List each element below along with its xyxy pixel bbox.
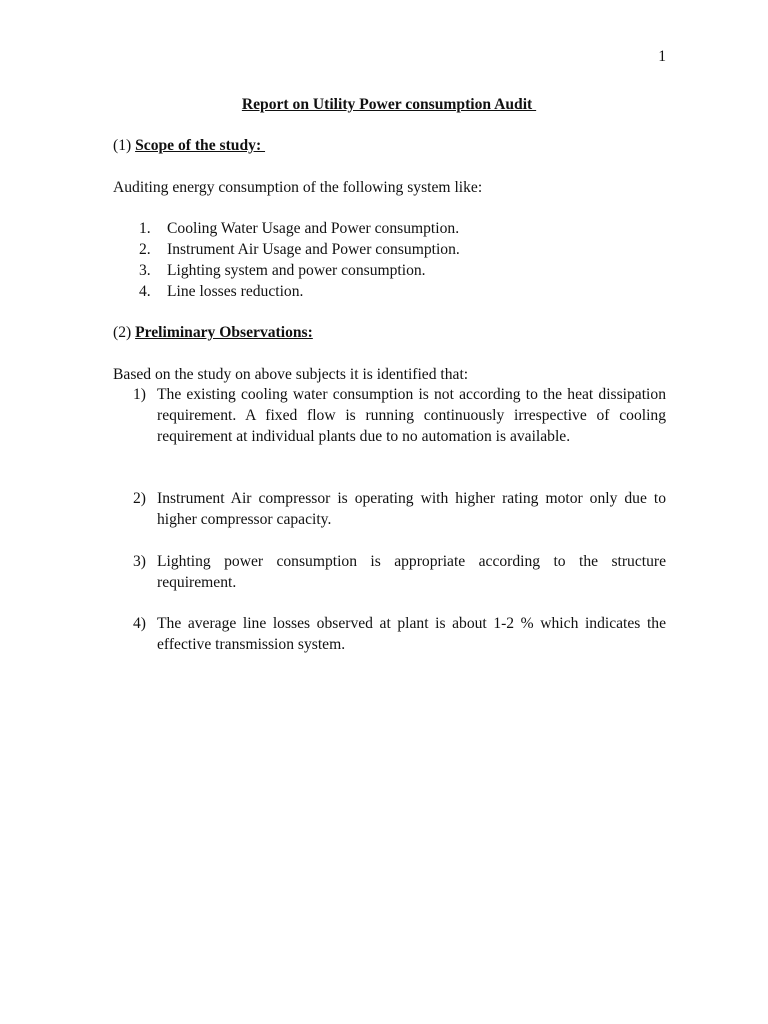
observation-number: 3) xyxy=(133,553,146,570)
list-item xyxy=(139,219,460,240)
list-item-number: 1. xyxy=(139,220,151,237)
observation-item xyxy=(133,385,666,447)
observation-item xyxy=(133,552,666,594)
section-2-intro: Based on the study on above subjects it is identified that: xyxy=(113,366,469,383)
section-1-intro: Auditing energy consumption of the following system like: xyxy=(113,179,483,196)
observation-number: 4) xyxy=(133,615,146,632)
list-item xyxy=(139,240,460,261)
observation-text: The average line losses observed at plant is about 1-2 % which indicates the effective transmission system. xyxy=(157,615,666,653)
list-item-text: Instrument Air Usage and Power consumption. xyxy=(167,241,460,258)
list-item-text: Cooling Water Usage and Power consumption. xyxy=(167,220,460,237)
scope-list xyxy=(139,219,460,303)
observation-text: The existing cooling water consumption is not according to the heat dissipation requirement. A fixed flow is running continuously irrespective of cooling requirement at individual plants due to no automation is available. xyxy=(157,386,666,445)
section-2-label: Preliminary Observations: xyxy=(135,324,313,341)
observation-text: Instrument Air compressor is operating with higher rating motor only due to higher compressor capacity. xyxy=(157,490,666,528)
section-1-number: (1) xyxy=(113,137,132,154)
section-2-heading xyxy=(113,323,313,343)
observation-number: 2) xyxy=(133,490,146,507)
observation-number: 1) xyxy=(133,386,146,403)
list-item-text: Lighting system and power consumption. xyxy=(167,262,426,279)
list-item xyxy=(139,261,460,282)
observation-item xyxy=(133,489,666,531)
section-2-number: (2) xyxy=(113,324,132,341)
list-item xyxy=(139,282,460,303)
list-item-number: 2. xyxy=(139,241,151,258)
page-number: 1 xyxy=(658,48,666,65)
list-item-number: 4. xyxy=(139,283,151,300)
list-item-text: Line losses reduction. xyxy=(167,283,304,300)
list-item-number: 3. xyxy=(139,262,151,279)
section-1-heading xyxy=(113,136,265,156)
section-1-label: Scope of the study: xyxy=(135,137,266,154)
observation-text: Lighting power consumption is appropriate according to the structure requirement. xyxy=(157,553,666,591)
report-title: Report on Utility Power consumption Audit xyxy=(241,96,537,113)
observation-item xyxy=(133,614,666,656)
